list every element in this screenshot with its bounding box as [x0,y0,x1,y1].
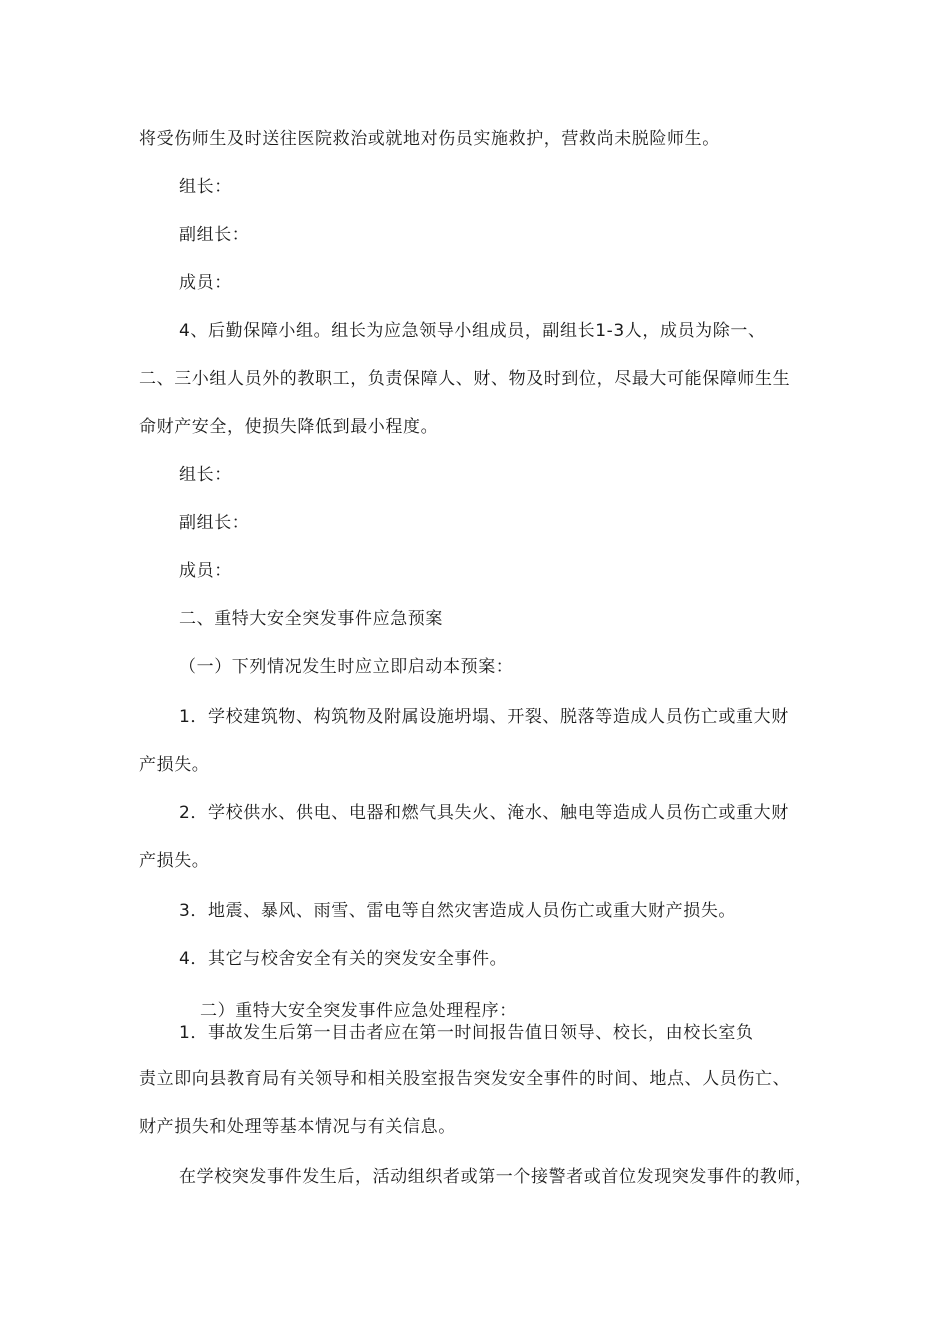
list-item: 4．其它与校舍安全有关的突发安全事件。 [179,949,508,969]
subsection-heading: （一）下列情况发生时应立即启动本预案： [179,657,514,677]
member-label: 成员： [179,561,232,581]
section-heading: 二、重特大安全突发事件应急预案 [179,609,443,629]
paragraph-line: 财产损失和处理等基本情况与有关信息。 [139,1117,456,1137]
paragraph-line: 二、三小组人员外的教职工，负责保障人、财、物及时到位，尽最大可能保障师生生 [139,369,791,389]
deputy-leader-label: 副组长： [179,513,250,533]
list-item-continuation: 产损失。 [139,851,210,871]
group-leader-label: 组长： [179,177,232,197]
list-item: 3．地震、暴风、雨雪、雷电等自然灾害造成人员伤亡或重大财产损失。 [179,901,737,921]
deputy-leader-label: 副组长： [179,225,250,245]
list-item-continuation: 产损失。 [139,755,210,775]
subsection-heading: 二）重特大安全突发事件应急处理程序： [200,1001,517,1021]
paragraph-line: 4、后勤保障小组。组长为应急领导小组成员，副组长1-3人，成员为除一、 [179,321,766,341]
paragraph-line: 将受伤师生及时送往医院救治或就地对伤员实施救护，营救尚未脱险师生。 [139,129,720,149]
list-item: 1．学校建筑物、构筑物及附属设施坍塌、开裂、脱落等造成人员伤亡或重大财 [179,707,789,727]
paragraph-line: 责立即向县教育局有关领导和相关股室报告突发安全事件的时间、地点、人员伤亡、 [139,1069,791,1089]
paragraph-line: 命财产安全，使损失降低到最小程度。 [139,417,439,437]
list-item: 1．事故发生后第一目击者应在第一时间报告值日领导、校长，由校长室负 [179,1023,754,1043]
list-item: 2．学校供水、供电、电器和燃气具失火、淹水、触电等造成人员伤亡或重大财 [179,803,789,823]
group-leader-label: 组长： [179,465,232,485]
paragraph-line: 在学校突发事件发生后，活动组织者或第一个接警者或首位发现突发事件的教师， [179,1167,813,1187]
member-label: 成员： [179,273,232,293]
